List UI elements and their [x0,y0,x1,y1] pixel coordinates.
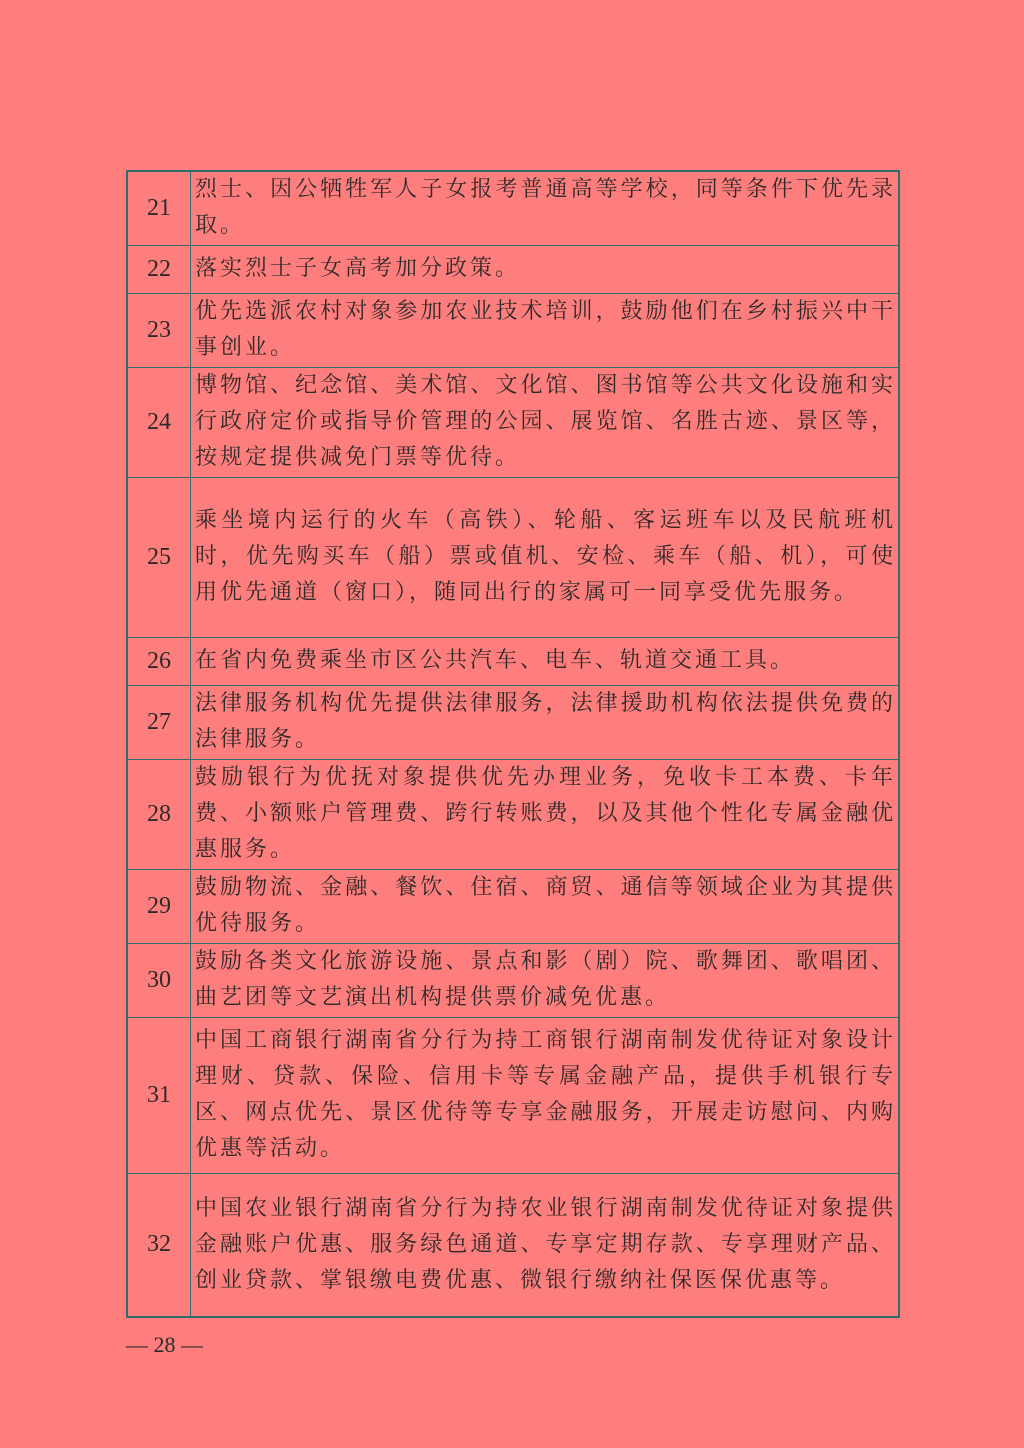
table-row [127,171,899,245]
item-number: 30 [127,943,191,1017]
item-text: 落实烈士子女高考加分政策。 [191,245,900,293]
item-number: 22 [127,245,191,293]
item-number: 32 [127,1173,191,1317]
table-row [127,685,899,759]
item-text: 鼓励各类文化旅游设施、景点和影（剧）院、歌舞团、歌唱团、曲艺团等文艺演出机构提供票价减免优惠。 [191,943,900,1017]
item-text: 法律服务机构优先提供法律服务，法律援助机构依法提供免费的法律服务。 [191,685,900,759]
table-row [127,1173,899,1317]
table-row [127,943,899,1017]
item-number: 27 [127,685,191,759]
item-number: 21 [127,171,191,245]
item-text: 中国工商银行湖南省分行为持工商银行湖南制发优待证对象设计理财、贷款、保险、信用卡等专属金融产品，提供手机银行专区、网点优先、景区优待等专享金融服务，开展走访慰问、内购优惠等活动。 [191,1017,900,1173]
table-row [127,477,899,637]
item-text: 烈士、因公牺牲军人子女报考普通高等学校，同等条件下优先录取。 [191,171,900,245]
item-number: 26 [127,637,191,685]
table-row [127,293,899,367]
item-number: 28 [127,759,191,869]
item-number: 24 [127,367,191,477]
item-text: 在省内免费乘坐市区公共汽车、电车、轨道交通工具。 [191,637,900,685]
table-row [127,759,899,869]
item-number: 25 [127,477,191,637]
item-number: 29 [127,869,191,943]
item-text: 鼓励物流、金融、餐饮、住宿、商贸、通信等领域企业为其提供优待服务。 [191,869,900,943]
table-row [127,637,899,685]
table-row [127,869,899,943]
item-text: 优先选派农村对象参加农业技术培训，鼓励他们在乡村振兴中干事创业。 [191,293,900,367]
benefits-table [126,170,900,1318]
table-row [127,1017,899,1173]
item-text: 乘坐境内运行的火车（高铁）、轮船、客运班车以及民航班机时，优先购买车（船）票或值机、安检、乘车（船、机），可使用优先通道（窗口），随同出行的家属可一同享受优先服务。 [191,477,900,637]
item-number: 23 [127,293,191,367]
item-text: 中国农业银行湖南省分行为持农业银行湖南制发优待证对象提供金融账户优惠、服务绿色通道、专享定期存款、专享理财产品、创业贷款、掌银缴电费优惠、微银行缴纳社保医保优惠等。 [191,1173,900,1317]
page-number: — 28 — [126,1332,203,1357]
item-number: 31 [127,1017,191,1173]
table-row [127,367,899,477]
item-text: 鼓励银行为优抚对象提供优先办理业务，免收卡工本费、卡年费、小额账户管理费、跨行转账费，以及其他个性化专属金融优惠服务。 [191,759,900,869]
item-text: 博物馆、纪念馆、美术馆、文化馆、图书馆等公共文化设施和实行政府定价或指导价管理的公园、展览馆、名胜古迹、景区等，按规定提供减免门票等优待。 [191,367,900,477]
table-row [127,245,899,293]
